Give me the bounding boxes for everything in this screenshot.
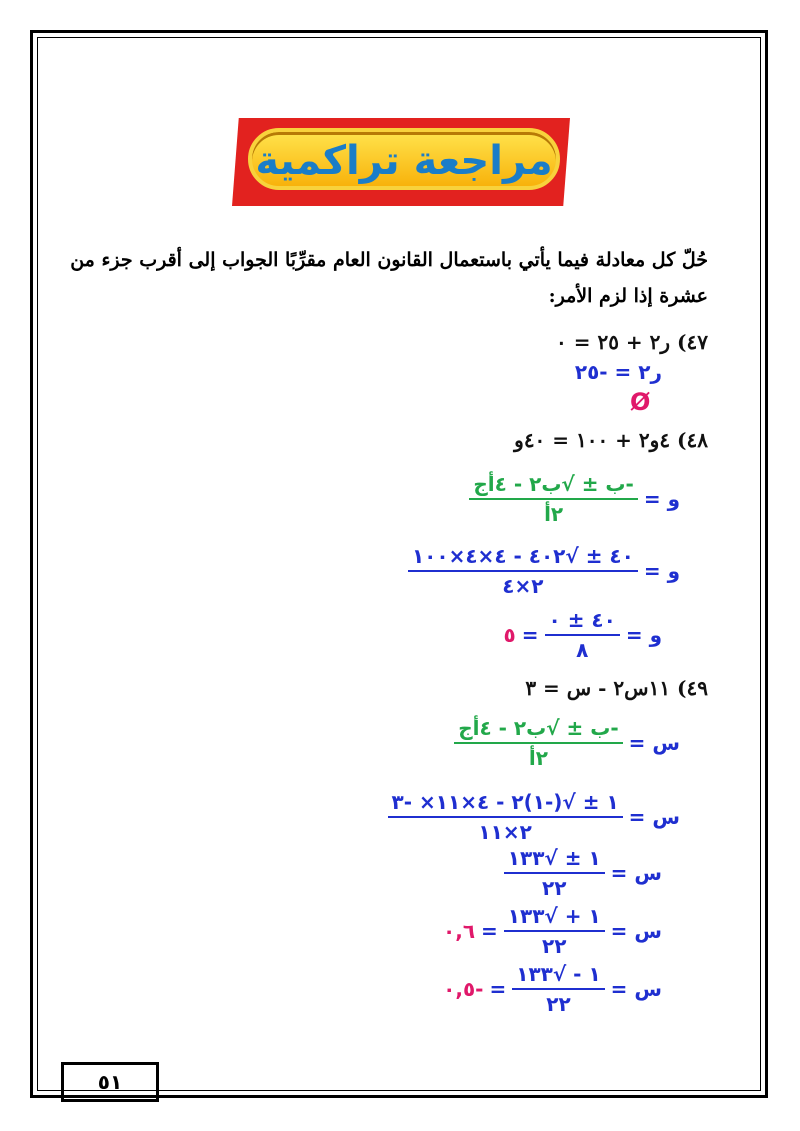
answer-value: ٠,٦ — [443, 919, 476, 943]
instruction-text: حُلّ كل معادلة فيما يأتي باستعمال القانون العام مقرِّبًا الجواب إلى أقرب جزء من عشرة إذا لزم الأمر: — [70, 249, 708, 307]
empty-set-answer: Ø — [630, 388, 651, 416]
problem-48-formula — [469, 472, 680, 526]
problem-48-substitution — [408, 544, 680, 598]
formula-prefix: س = — [628, 731, 680, 755]
minus-fraction — [512, 962, 604, 1016]
simplified-fraction — [504, 846, 605, 900]
formula-prefix: س = — [610, 919, 662, 943]
minus-numerator: ١ - √١٣٣ — [512, 962, 604, 990]
problem-47-equation — [556, 330, 708, 354]
problem-equation: ١١س٢ - س = ٣ — [525, 676, 671, 700]
answer-value: -٠,٥ — [443, 977, 484, 1001]
problem-49-simplified — [504, 846, 662, 900]
substitution-numerator: ١ ± √(-١)٢ - ٤×١١× -٣ — [388, 790, 623, 818]
problem-48-result: و = $\frac{٤٠ \pm ٠}{٨}$ = ٥ — [503, 608, 662, 662]
formula-numerator: -ب ± √ب٢ - ٤أج — [469, 472, 637, 500]
substitution-denominator: ٢×١١ — [478, 820, 532, 844]
formula-numerator: -ب ± √ب٢ - ٤أج — [454, 716, 622, 744]
problem-49-minus-root: س = $\frac{١ - √١٣٣}{٢٢}$ = -٠,٥ — [443, 962, 662, 1016]
formula-prefix: س = — [628, 805, 680, 829]
plus-denominator: ٢٢ — [542, 934, 567, 958]
result-fraction — [545, 608, 620, 662]
formula-denominator: ٢أ — [544, 502, 564, 526]
formula-prefix: و = — [625, 623, 662, 647]
formula-fraction — [454, 716, 622, 770]
problem-label: ٤٨) — [677, 428, 708, 452]
substitution-fraction — [408, 544, 638, 598]
problem-label: ٤٩) — [677, 676, 708, 700]
substitution-fraction — [388, 790, 623, 844]
result-numerator: ٤٠ ± ٠ — [545, 608, 620, 636]
answer-value: ٥ — [503, 623, 516, 647]
substitution-denominator: ٢×٤ — [502, 574, 544, 598]
formula-fraction — [469, 472, 637, 526]
problem-47-step: ر٢ = -٢٥ — [574, 360, 662, 384]
problem-49-formula — [454, 716, 680, 770]
section-title: مراجعة تراكمية — [255, 138, 553, 184]
simplified-denominator: ٢٢ — [542, 876, 567, 900]
title-banner — [232, 118, 570, 206]
problem-49-substitution — [388, 790, 680, 844]
substitution-numerator: ٤٠ ± √٤٠٢ - ٤×٤×١٠٠ — [408, 544, 638, 572]
page-number: ٥١ — [61, 1062, 159, 1102]
problem-49-plus-root: س = $\frac{١ + √١٣٣}{٢٢}$ = ٠,٦ — [443, 904, 662, 958]
plus-fraction — [504, 904, 605, 958]
formula-prefix: س = — [610, 861, 662, 885]
plus-numerator: ١ + √١٣٣ — [504, 904, 605, 932]
formula-denominator: ٢أ — [528, 746, 548, 770]
problem-48-equation — [514, 428, 708, 452]
problem-equation: ر٢ + ٢٥ = ٠ — [556, 330, 671, 354]
problem-label: ٤٧) — [677, 330, 708, 354]
formula-prefix: و = — [643, 487, 680, 511]
formula-prefix: و = — [643, 559, 680, 583]
formula-prefix: س = — [610, 977, 662, 1001]
problem-49-equation — [525, 676, 708, 700]
minus-denominator: ٢٢ — [546, 992, 571, 1016]
result-denominator: ٨ — [576, 638, 589, 662]
simplified-numerator: ١ ± √١٣٣ — [504, 846, 605, 874]
problem-equation: ٤و٢ + ١٠٠ = ٤٠و — [514, 428, 671, 452]
